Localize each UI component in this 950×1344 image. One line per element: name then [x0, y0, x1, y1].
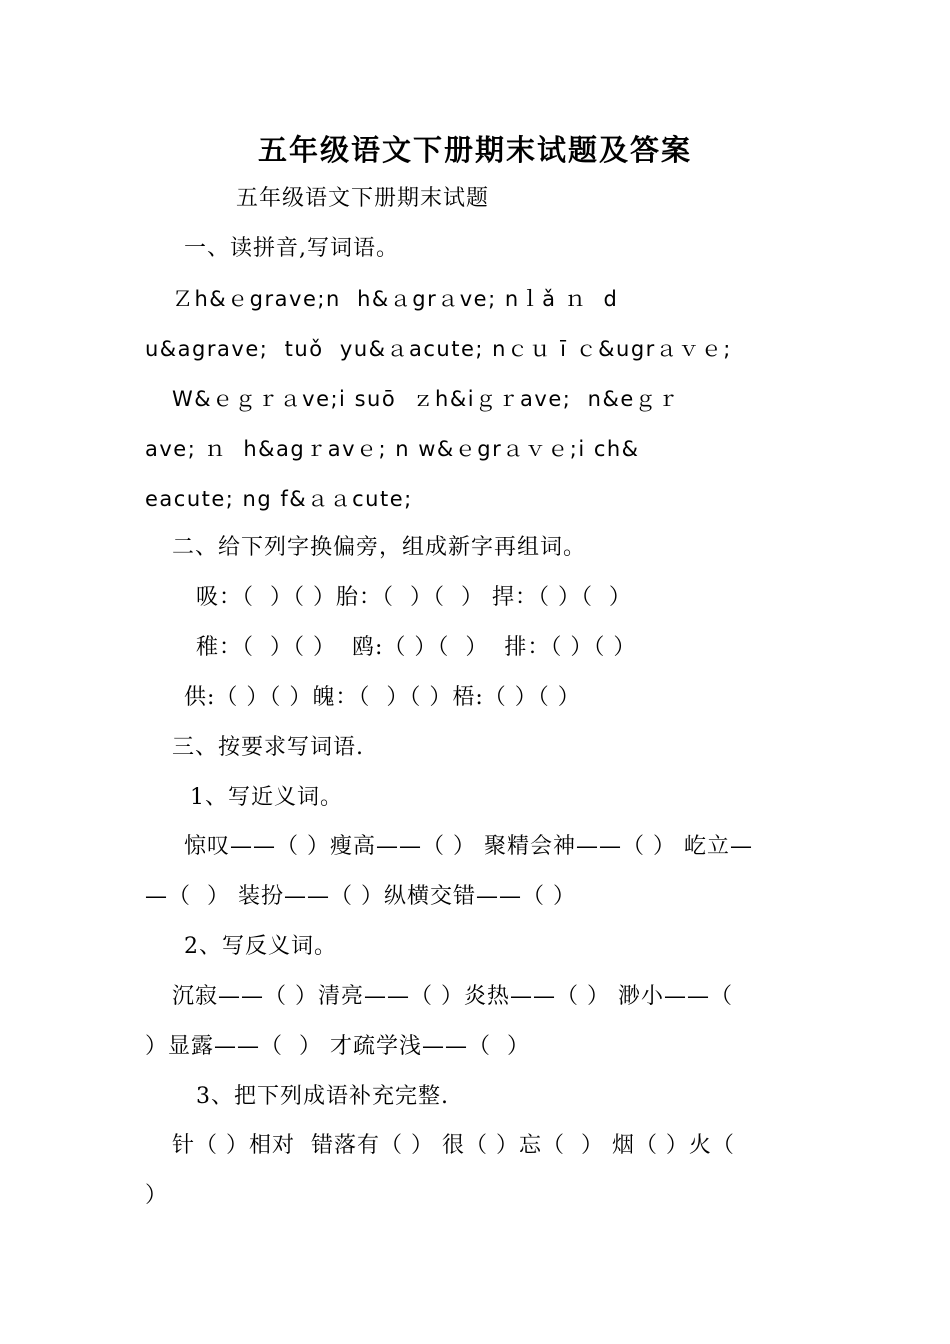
radical-exercise-line: 吸：（ ）（ ）胎：（ ）（ ） 捍：（ ）（ ） [196, 585, 632, 610]
section3-heading: 三、按要求写词语. [172, 735, 364, 760]
section1-heading: 一、读拼音,写词语。 [184, 236, 399, 261]
section2-heading: 二、给下列字换偏旁，组成新字再组词。 [172, 535, 587, 560]
antonym-heading: 2、写反义词。 [184, 934, 337, 959]
idiom-line: 针（ ）相对 错落有（ ） 很（ ）忘（ ） 烟（ ）火（ [172, 1133, 735, 1158]
idiom-heading: 3、把下列成语补充完整. [196, 1084, 449, 1109]
antonym-line: 沉寂——（ ）清亮——（ ）炎热——（ ） 渺小——（ [172, 984, 733, 1009]
pinyin-line: u&agrave; tuǒ yu&ａacute; nｃｕ ī ｃ&ugrａｖｅ; [145, 337, 732, 361]
pinyin-line: ave; ｎ h&agｒavｅ; n w&ｅgrａｖｅ;i ch& [145, 437, 640, 461]
antonym-line: ）显露——（ ） 才疏学浅——（ ） [145, 1034, 530, 1059]
radical-exercise-line: 稚：（ ）（ ） 鸥:（ ）（ ） 排：（ ）（ ） [196, 635, 637, 660]
pinyin-line: Ｚh&ｅgrave;n h&ａgrａve; nｌǎ ｎ d [172, 287, 619, 311]
pinyin-line: eacute; ng f&ａａcute; [145, 487, 413, 511]
synonym-line: 惊叹——（ ）瘦高——（ ） 聚精会神——（ ） 屹立— [184, 834, 753, 859]
idiom-line: ） [145, 1183, 169, 1208]
synonym-heading: 1、写近义词。 [190, 785, 343, 810]
radical-exercise-line: 供:（ ）（ ）魄：（ ）（ ）梧:（ ）（ ） [184, 685, 581, 710]
document-title: 五年级语文下册期末试题及答案 [257, 133, 692, 167]
synonym-line: —（ ） 装扮——（ ）纵横交错——（ ） [145, 884, 576, 909]
pinyin-line: W&ｅｇｒａve;i suō ｚh&iｇｒave; n&eｇｒ [172, 387, 680, 411]
document-subtitle: 五年级语文下册期末试题 [236, 186, 490, 211]
